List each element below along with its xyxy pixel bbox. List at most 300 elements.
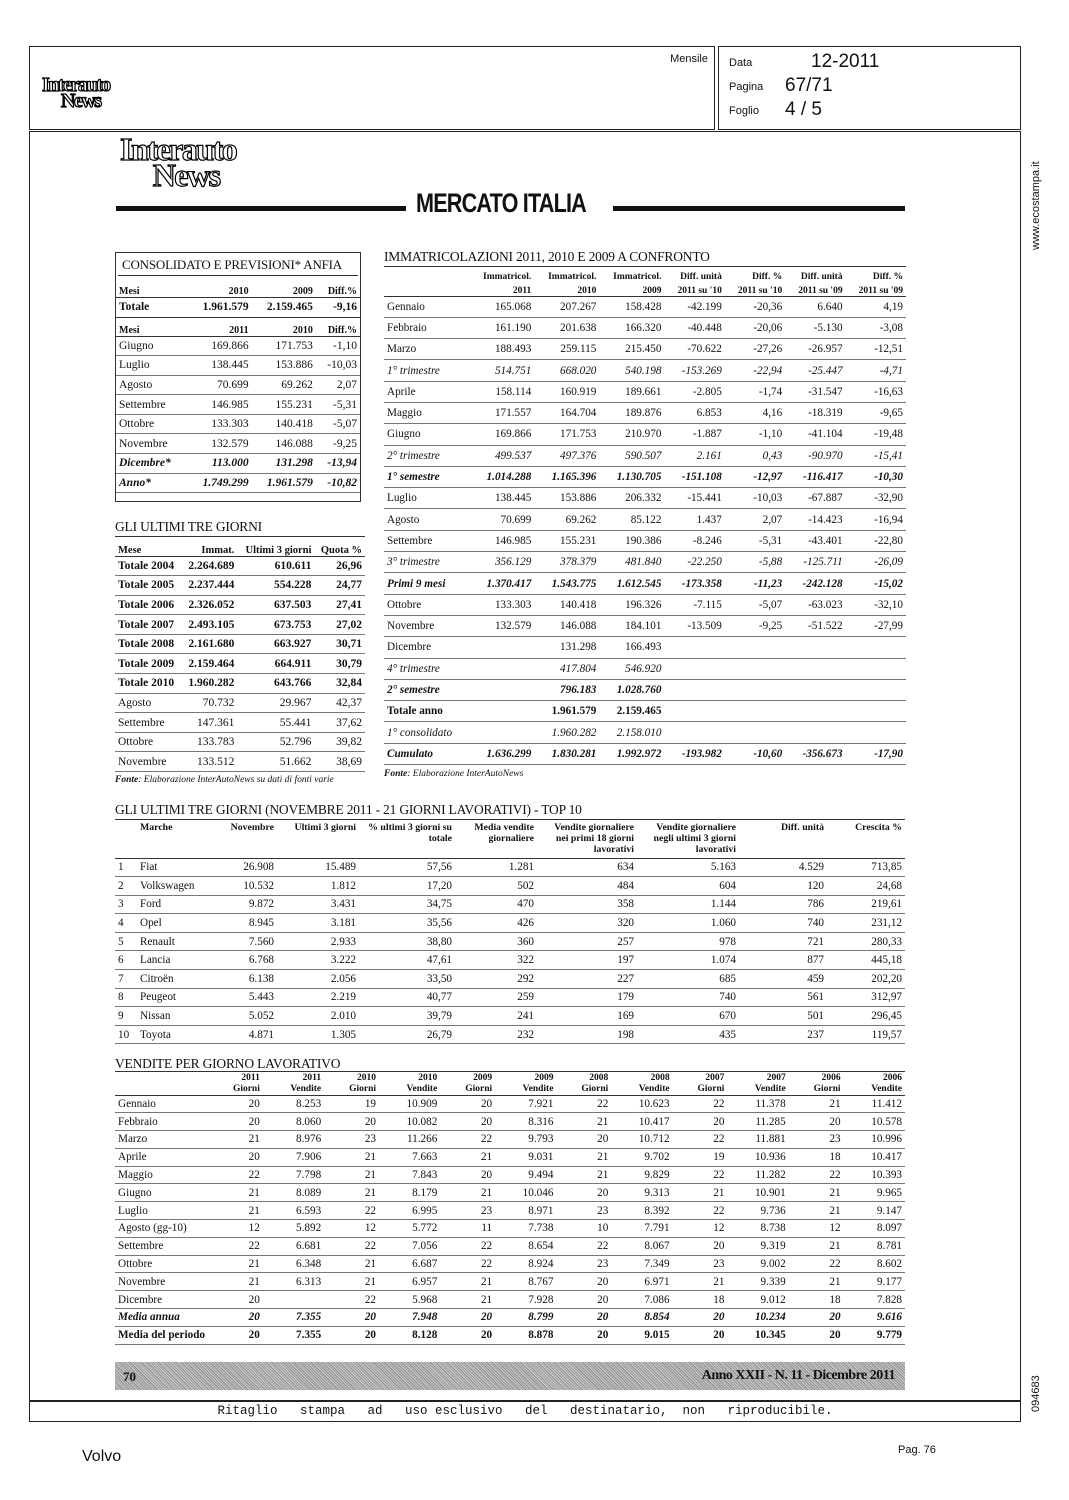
table-cell: 10.909 bbox=[379, 1095, 440, 1113]
table-cell: Immat. bbox=[201, 544, 235, 556]
table-cell: 1.636.299 bbox=[469, 743, 534, 764]
table-cell bbox=[469, 658, 534, 679]
table-cell: Vendite giornaliere negli ultimi 3 giorni lavorativi bbox=[653, 822, 736, 855]
table-cell bbox=[115, 820, 137, 858]
interauto-news-logo-small bbox=[42, 74, 110, 113]
table-cell: -32,90 bbox=[846, 488, 906, 509]
table-cell: 21 bbox=[324, 1273, 379, 1291]
table-cell: 153.886 bbox=[534, 488, 599, 509]
pagina-label: Pagina bbox=[729, 81, 764, 93]
table-cell: 17,20 bbox=[359, 877, 455, 896]
issue-info-box bbox=[718, 46, 1021, 130]
table-cell: 459 bbox=[739, 970, 827, 989]
table-cell: 20 bbox=[673, 1309, 728, 1327]
table-cell: Giorni bbox=[232, 1083, 260, 1094]
table-cell: 24,77 bbox=[314, 576, 365, 596]
table-cell: 721 bbox=[739, 932, 827, 951]
table-cell: 877 bbox=[739, 951, 827, 970]
table-cell: 9.779 bbox=[844, 1326, 905, 1344]
table-cell: 6.348 bbox=[263, 1255, 324, 1273]
top10-section bbox=[115, 802, 905, 1044]
table-cell: 604 bbox=[637, 877, 739, 896]
table-cell: 9.012 bbox=[727, 1291, 788, 1309]
table-cell: 171.753 bbox=[252, 336, 316, 356]
table-cell bbox=[725, 658, 785, 679]
table-cell: Settembre bbox=[384, 530, 469, 551]
table-cell: 166.320 bbox=[599, 317, 664, 338]
table-row bbox=[384, 722, 906, 743]
table-cell: 2011 bbox=[229, 324, 249, 336]
table-cell: 673.753 bbox=[237, 615, 314, 635]
table-row bbox=[384, 445, 906, 466]
table-cell: 21 bbox=[789, 1184, 844, 1202]
table-cell: 22 bbox=[440, 1131, 495, 1149]
table-cell: 22 bbox=[440, 1255, 495, 1273]
table-cell: Totale 2008 bbox=[115, 634, 182, 654]
table-cell: -11,23 bbox=[725, 573, 785, 594]
table-cell: 11.282 bbox=[727, 1166, 788, 1184]
table-cell: 26,96 bbox=[314, 556, 365, 576]
table-cell: 4 bbox=[115, 914, 137, 933]
table-row bbox=[115, 1291, 905, 1309]
table-cell: 8.976 bbox=[263, 1131, 324, 1149]
immatricolazioni-table bbox=[384, 267, 906, 765]
table-cell bbox=[384, 267, 469, 282]
table-cell: -67.887 bbox=[785, 488, 845, 509]
table-cell: 670 bbox=[637, 1007, 739, 1026]
table-cell: Nissan bbox=[137, 1007, 205, 1026]
title-rule-left bbox=[116, 206, 406, 211]
table-cell: Giorni bbox=[349, 1083, 376, 1094]
table-cell: 133.783 bbox=[182, 732, 238, 752]
table-cell: -43.401 bbox=[785, 530, 845, 551]
table-cell: 20 bbox=[208, 1148, 263, 1166]
table-cell: Novembre bbox=[230, 822, 274, 833]
table-cell: 18 bbox=[789, 1291, 844, 1309]
table-cell: 2008 bbox=[650, 1073, 670, 1083]
table-row bbox=[115, 654, 365, 674]
table-cell: 1.130.705 bbox=[599, 466, 664, 487]
table-cell: 9.002 bbox=[727, 1255, 788, 1273]
table-cell: 10.417 bbox=[611, 1113, 672, 1131]
table-cell: 713,85 bbox=[827, 858, 905, 877]
table-row bbox=[116, 356, 360, 376]
table-cell: 2,07 bbox=[725, 509, 785, 530]
table-cell: 5 bbox=[115, 932, 137, 951]
brand-row bbox=[115, 1025, 905, 1044]
table-cell: 8 bbox=[115, 988, 137, 1007]
source-label: Fonte bbox=[384, 769, 408, 780]
table-cell: Giugno bbox=[384, 424, 469, 445]
table-cell: -26.957 bbox=[785, 339, 845, 360]
table-cell: 155.231 bbox=[534, 530, 599, 551]
section-title: MERCATO ITALIA bbox=[416, 188, 586, 218]
table-cell: 26.908 bbox=[205, 858, 277, 877]
table-cell: 22 bbox=[673, 1202, 728, 1220]
table-row bbox=[116, 395, 360, 415]
table-cell: Aprile bbox=[384, 381, 469, 402]
table-cell: 8.089 bbox=[263, 1184, 324, 1202]
table-cell: 1.305 bbox=[277, 1025, 359, 1044]
top10-table bbox=[115, 820, 905, 1044]
table-cell bbox=[785, 679, 845, 700]
table-cell: 0,43 bbox=[725, 445, 785, 466]
table-cell: 113.000 bbox=[187, 454, 251, 474]
table-cell: 10.234 bbox=[727, 1309, 788, 1327]
article-page-number: 70 bbox=[123, 1369, 136, 1384]
table-cell: 146.985 bbox=[187, 395, 251, 415]
table-cell: 6.995 bbox=[379, 1202, 440, 1220]
table-row bbox=[384, 488, 906, 509]
table-cell: 4.529 bbox=[739, 858, 827, 877]
table-cell: 20 bbox=[556, 1184, 611, 1202]
table-cell: 52.796 bbox=[237, 732, 314, 752]
table-cell: 7.948 bbox=[379, 1309, 440, 1327]
table-cell: 5.968 bbox=[379, 1291, 440, 1309]
table-cell: Luglio bbox=[384, 488, 469, 509]
table-cell: 26,79 bbox=[359, 1025, 455, 1044]
table-cell: 20 bbox=[789, 1326, 844, 1344]
table-cell: 55.441 bbox=[237, 713, 314, 733]
table-cell: 1.612.545 bbox=[599, 573, 664, 594]
anfia-table-box bbox=[115, 252, 361, 502]
table-cell: 3.181 bbox=[277, 914, 359, 933]
table-cell: 10.393 bbox=[844, 1166, 905, 1184]
table-cell: 57,56 bbox=[359, 858, 455, 877]
table-cell: 166.493 bbox=[599, 637, 664, 658]
table-cell: 8.067 bbox=[611, 1237, 672, 1255]
table-cell: Luglio bbox=[116, 356, 187, 376]
table-cell: 2008 bbox=[589, 1073, 609, 1083]
table-cell: 210.970 bbox=[599, 424, 664, 445]
forecast-row bbox=[116, 454, 360, 474]
table-cell: -1.887 bbox=[664, 424, 724, 445]
table-cell: 2010 bbox=[357, 1073, 376, 1083]
table-cell: 1.960.282 bbox=[534, 722, 599, 743]
table-cell: 12 bbox=[789, 1220, 844, 1238]
table-cell: 20 bbox=[440, 1113, 495, 1131]
table-cell: 312,97 bbox=[827, 988, 905, 1007]
table-cell: 237 bbox=[739, 1025, 827, 1044]
table-cell: 9.313 bbox=[611, 1184, 672, 1202]
table-cell bbox=[115, 1072, 208, 1083]
table-cell: -63.023 bbox=[785, 594, 845, 615]
table-cell: 146.985 bbox=[469, 530, 534, 551]
table-cell: Diff. unità bbox=[800, 272, 843, 282]
table-cell: 146.088 bbox=[534, 615, 599, 636]
table-cell: 10 bbox=[556, 1220, 611, 1238]
table-cell: 499.537 bbox=[469, 445, 534, 466]
table-cell: 23 bbox=[556, 1255, 611, 1273]
table-row bbox=[384, 679, 906, 700]
table-cell: Totale 2009 bbox=[115, 654, 182, 674]
table-cell: 9.494 bbox=[495, 1166, 556, 1184]
table-cell: 2006 bbox=[821, 1073, 841, 1083]
table-cell: 2007 bbox=[766, 1073, 786, 1083]
table-row bbox=[384, 701, 906, 722]
table-cell: -27,26 bbox=[725, 339, 785, 360]
table-cell: 3° trimestre bbox=[384, 552, 469, 573]
table-row bbox=[115, 732, 365, 752]
table-cell: 70.699 bbox=[187, 375, 251, 395]
table-cell: -9,16 bbox=[333, 301, 357, 313]
table-cell: Ultimi 3 giorni bbox=[245, 544, 312, 556]
table-cell: Vendite bbox=[871, 1083, 902, 1094]
table-cell: -356.673 bbox=[785, 743, 845, 764]
table-cell: 10.936 bbox=[727, 1148, 788, 1166]
brand-row bbox=[115, 988, 905, 1007]
table-cell: 2011 su '09 bbox=[798, 285, 843, 296]
table-cell: Vendite bbox=[638, 1083, 670, 1094]
table-row bbox=[115, 1309, 905, 1327]
table-row bbox=[116, 336, 360, 356]
table-cell: 22 bbox=[556, 1237, 611, 1255]
table-cell: Maggio bbox=[384, 402, 469, 423]
client-name: Volvo bbox=[82, 1448, 122, 1465]
vendite-section bbox=[115, 1057, 905, 1345]
immatricolazioni-source bbox=[384, 769, 906, 779]
table-cell: 2009 bbox=[292, 285, 313, 297]
table-cell: Ottobre bbox=[384, 594, 469, 615]
table-cell: Renault bbox=[137, 932, 205, 951]
table-cell: 20 bbox=[556, 1131, 611, 1149]
table-cell: 2011 su '10 bbox=[677, 285, 722, 296]
table-row bbox=[384, 658, 906, 679]
table-cell: 2011 bbox=[241, 1073, 260, 1083]
table-cell: 169 bbox=[537, 1007, 637, 1026]
table-cell: -17,90 bbox=[846, 743, 906, 764]
last3-title: GLI ULTIMI TRE GIORNI bbox=[115, 519, 365, 537]
table-cell: Gennaio bbox=[115, 1095, 208, 1113]
table-cell: 6.138 bbox=[205, 970, 277, 989]
brand-row bbox=[115, 914, 905, 933]
table-cell: -16,63 bbox=[846, 381, 906, 402]
table-row bbox=[384, 743, 906, 764]
table-cell: Agosto bbox=[115, 693, 182, 713]
table-cell bbox=[846, 679, 906, 700]
table-cell: 232 bbox=[455, 1025, 537, 1044]
table-cell: Totale bbox=[119, 301, 150, 313]
table-cell: 30,71 bbox=[314, 634, 365, 654]
table-cell: Volkswagen bbox=[137, 877, 205, 896]
table-cell: 21 bbox=[789, 1095, 844, 1113]
table-cell: 20 bbox=[789, 1113, 844, 1131]
table-cell: 20 bbox=[324, 1113, 379, 1131]
table-cell: 1.060 bbox=[637, 914, 739, 933]
table-row bbox=[384, 466, 906, 487]
table-cell: 6.853 bbox=[664, 402, 724, 423]
table-cell: 33,50 bbox=[359, 970, 455, 989]
table-cell: 21 bbox=[556, 1148, 611, 1166]
table-cell: 1.165.396 bbox=[534, 466, 599, 487]
table-cell: Lancia bbox=[137, 951, 205, 970]
anfia-header-row-2 bbox=[116, 317, 360, 336]
table-cell: 241 bbox=[455, 1007, 537, 1026]
table-cell: 23 bbox=[324, 1131, 379, 1149]
table-cell: 20 bbox=[208, 1309, 263, 1327]
table-cell: 21 bbox=[556, 1166, 611, 1184]
table-row bbox=[115, 1131, 905, 1149]
table-cell: 8.781 bbox=[844, 1237, 905, 1255]
table-cell: 6.313 bbox=[263, 1273, 324, 1291]
table-row bbox=[115, 1220, 905, 1238]
table-cell: Giorni bbox=[697, 1083, 725, 1094]
table-cell: 740 bbox=[739, 914, 827, 933]
table-cell: 10.623 bbox=[611, 1095, 672, 1113]
table-cell: 540.198 bbox=[599, 360, 664, 381]
table-cell bbox=[664, 637, 724, 658]
table-cell: 6.681 bbox=[263, 1237, 324, 1255]
table-cell: 23 bbox=[556, 1202, 611, 1220]
table-cell bbox=[664, 658, 724, 679]
table-row bbox=[115, 615, 365, 635]
table-cell: 554.228 bbox=[237, 576, 314, 596]
table-cell: 20 bbox=[440, 1309, 495, 1327]
table-cell: -13,94 bbox=[316, 454, 360, 474]
table-cell: 21 bbox=[673, 1184, 728, 1202]
table-cell: Dicembre* bbox=[116, 454, 187, 474]
table-cell: 21 bbox=[208, 1273, 263, 1291]
table-cell: 7 bbox=[115, 970, 137, 989]
table-cell: -125.711 bbox=[785, 552, 845, 573]
table-cell: -5.130 bbox=[785, 317, 845, 338]
table-cell: -31.547 bbox=[785, 381, 845, 402]
table-cell: Luglio bbox=[115, 1202, 208, 1220]
table-cell: 470 bbox=[455, 895, 537, 914]
table-cell: 153.886 bbox=[252, 356, 316, 376]
table-cell: 6.687 bbox=[379, 1255, 440, 1273]
table-cell: Ottobre bbox=[116, 414, 187, 434]
table-cell: 356.129 bbox=[469, 552, 534, 573]
table-cell: Toyota bbox=[137, 1025, 205, 1044]
table-cell: -26,09 bbox=[846, 552, 906, 573]
table-row bbox=[384, 381, 906, 402]
table-cell: 5.443 bbox=[205, 988, 277, 1007]
table-cell: 2009 bbox=[642, 285, 662, 296]
table-cell: 23 bbox=[440, 1202, 495, 1220]
table-cell: -5,07 bbox=[316, 414, 360, 434]
table-cell: 22 bbox=[673, 1131, 728, 1149]
table-cell: -40.448 bbox=[664, 317, 724, 338]
last3-header-row bbox=[115, 537, 365, 556]
table-cell: 22 bbox=[789, 1255, 844, 1273]
table-row bbox=[115, 1184, 905, 1202]
table-cell: 7.791 bbox=[611, 1220, 672, 1238]
table-cell: Giorni bbox=[465, 1083, 493, 1094]
table-cell: Giugno bbox=[115, 1184, 208, 1202]
table-cell: 1.014.288 bbox=[469, 466, 534, 487]
table-cell: 18 bbox=[789, 1148, 844, 1166]
disclaimer-divider bbox=[29, 1400, 1021, 1402]
table-cell: 360 bbox=[455, 932, 537, 951]
table-cell: 445,18 bbox=[827, 951, 905, 970]
table-cell: 1.281 bbox=[455, 858, 537, 877]
immatricolazioni-title: IMMATRICOLAZIONI 2011, 2010 E 2009 A CONFRONTO bbox=[384, 249, 906, 267]
table-cell: 20 bbox=[440, 1326, 495, 1344]
table-cell: 30,79 bbox=[314, 654, 365, 674]
table-cell: -173.358 bbox=[664, 573, 724, 594]
top10-title: GLI ULTIMI TRE GIORNI (NOVEMBRE 2011 - 21 GIORNI LAVORATIVI) - TOP 10 bbox=[115, 802, 905, 820]
table-cell: 155.231 bbox=[252, 395, 316, 415]
masthead-box bbox=[29, 46, 715, 130]
table-cell: 21 bbox=[324, 1166, 379, 1184]
table-cell: 2.219 bbox=[277, 988, 359, 1007]
table-cell: -5,31 bbox=[316, 395, 360, 415]
table-cell: 2° semestre bbox=[384, 679, 469, 700]
table-row bbox=[115, 693, 365, 713]
table-cell: Vendite bbox=[522, 1083, 554, 1094]
table-cell: 20 bbox=[556, 1309, 611, 1327]
table-cell: -15,02 bbox=[846, 573, 906, 594]
table-cell: 12 bbox=[208, 1220, 263, 1238]
table-row bbox=[384, 509, 906, 530]
table-cell: 9.736 bbox=[727, 1202, 788, 1220]
table-cell: -1,74 bbox=[725, 381, 785, 402]
table-row bbox=[384, 424, 906, 445]
table-cell: 231,12 bbox=[827, 914, 905, 933]
table-cell: 7.798 bbox=[263, 1166, 324, 1184]
table-cell: Immatricol. bbox=[613, 272, 662, 282]
table-cell: 20 bbox=[440, 1166, 495, 1184]
table-cell: Totale 2006 bbox=[115, 595, 182, 615]
table-cell: 417.804 bbox=[534, 658, 599, 679]
table-cell: 140.418 bbox=[252, 414, 316, 434]
table-cell: -15.441 bbox=[664, 488, 724, 509]
table-cell: % ultimi 3 giorni su totale bbox=[368, 822, 452, 844]
table-cell: 18 bbox=[673, 1291, 728, 1309]
table-cell: Giorni bbox=[581, 1083, 609, 1094]
logo-line-2: News bbox=[61, 90, 101, 113]
brand-row bbox=[115, 970, 905, 989]
table-cell: Diff.% bbox=[327, 285, 357, 297]
table-cell: -5,07 bbox=[725, 594, 785, 615]
table-cell: 4,19 bbox=[846, 296, 906, 317]
table-cell: 9.616 bbox=[844, 1309, 905, 1327]
table-cell: 4.871 bbox=[205, 1025, 277, 1044]
table-cell: Totale 2004 bbox=[115, 556, 182, 576]
table-cell: 69.262 bbox=[252, 375, 316, 395]
table-cell: 9 bbox=[115, 1007, 137, 1026]
table-row bbox=[115, 1255, 905, 1273]
table-cell: 796.183 bbox=[534, 679, 599, 700]
table-cell: 21 bbox=[789, 1202, 844, 1220]
table-cell: Maggio bbox=[115, 1166, 208, 1184]
table-cell: 9.147 bbox=[844, 1202, 905, 1220]
table-cell: -10,03 bbox=[725, 488, 785, 509]
table-cell: 169.866 bbox=[469, 424, 534, 445]
table-cell: 1° consolidato bbox=[384, 722, 469, 743]
table-cell: 8.392 bbox=[611, 1202, 672, 1220]
table-cell: 207.267 bbox=[534, 296, 599, 317]
table-cell: Opel bbox=[137, 914, 205, 933]
pagina-value: 67/71 bbox=[785, 75, 833, 96]
table-cell: 215.450 bbox=[599, 339, 664, 360]
table-cell: 132.579 bbox=[469, 615, 534, 636]
table-cell: 322 bbox=[455, 951, 537, 970]
table-cell: 7.355 bbox=[263, 1309, 324, 1327]
table-cell: -10,60 bbox=[725, 743, 785, 764]
table-cell: 140.418 bbox=[534, 594, 599, 615]
table-cell: 10.996 bbox=[844, 1131, 905, 1149]
table-cell: 196.326 bbox=[599, 594, 664, 615]
table-cell: 19 bbox=[324, 1095, 379, 1113]
table-cell: 292 bbox=[455, 970, 537, 989]
table-cell: 20 bbox=[556, 1326, 611, 1344]
table-cell: 12 bbox=[324, 1220, 379, 1238]
table-cell: -13.509 bbox=[664, 615, 724, 636]
table-cell: 131.298 bbox=[534, 637, 599, 658]
table-cell: 8.738 bbox=[727, 1220, 788, 1238]
